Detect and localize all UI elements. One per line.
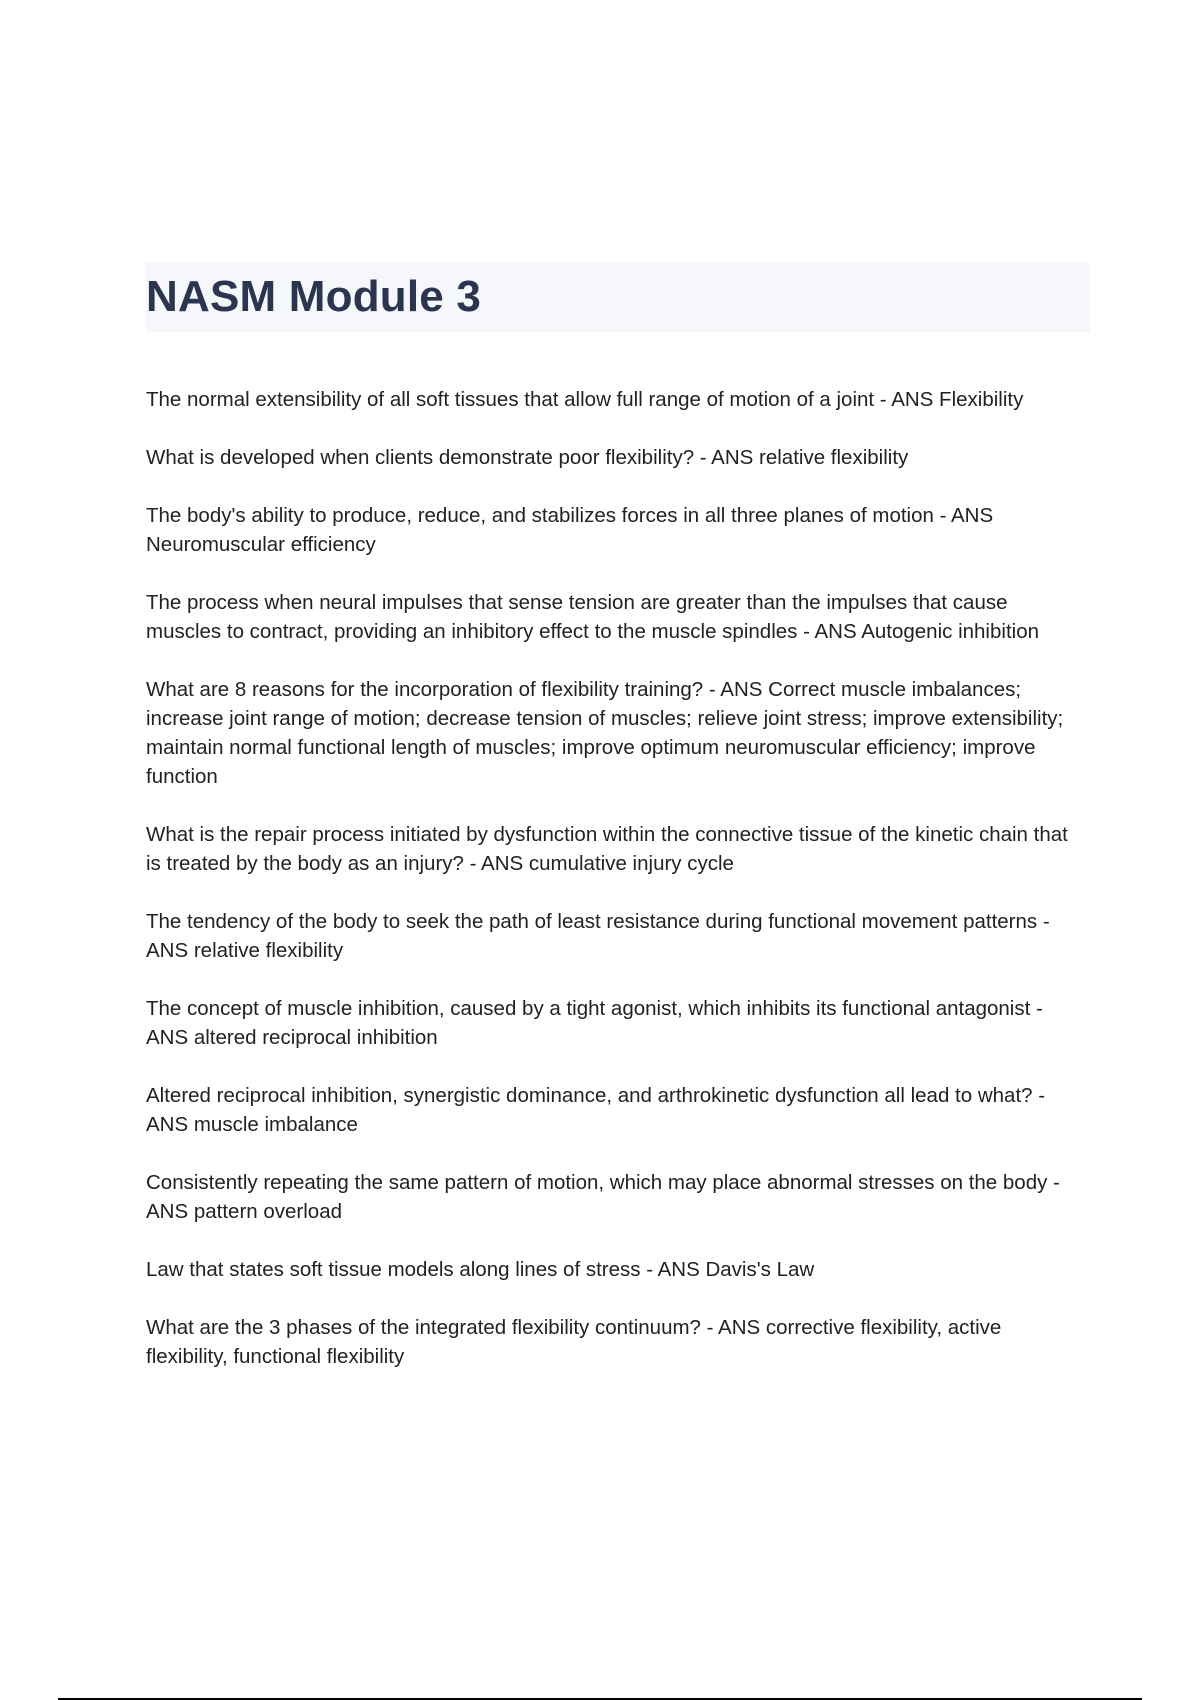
qa-item: Consistently repeating the same pattern of motion, which may place abnormal stresses on the body - ANS pattern overload (146, 1171, 1060, 1223)
qa-item: The body's ability to produce, reduce, and stabilizes forces in all three planes of motion - ANS Neuromuscular efficiency (146, 504, 994, 556)
qa-item: The normal extensibility of all soft tissues that allow full range of motion of a joint - ANS Flexibility (146, 388, 1024, 411)
qa-item: What is the repair process initiated by dysfunction within the connective tissue of the kinetic chain that is treated by the body as an injury? - ANS cumulative injury cycle (146, 823, 1068, 875)
qa-item: What are the 3 phases of the integrated flexibility continuum? - ANS corrective flexibility, active flexibility, functional flexibility (146, 1316, 1002, 1368)
qa-list (146, 385, 1086, 1400)
qa-item: Law that states soft tissue models along lines of stress - ANS Davis's Law (146, 1258, 815, 1281)
page-title: NASM Module 3 (146, 272, 482, 321)
qa-item: Altered reciprocal inhibition, synergistic dominance, and arthrokinetic dysfunction all lead to what? - ANS muscle imbalance (146, 1084, 1046, 1136)
qa-item: The process when neural impulses that sense tension are greater than the impulses that cause muscles to contract, providing an inhibitory effect to the muscle spindles - ANS Autogenic inhibition (146, 591, 1039, 643)
title-band (146, 262, 1090, 332)
qa-item: The concept of muscle inhibition, caused by a tight agonist, which inhibits its functional antagonist - ANS altered reciprocal inhibition (146, 997, 1043, 1049)
qa-item: What is developed when clients demonstrate poor flexibility? - ANS relative flexibility (146, 446, 909, 469)
qa-item: What are 8 reasons for the incorporation of flexibility training? - ANS Correct muscle imbalances; increase joint range of motion; decrease tension of muscles; relieve joint stress; improve extensibility; maintain normal functional length of muscles; improve optimum neuromuscular efficiency; improve function (146, 678, 1064, 788)
qa-item: The tendency of the body to seek the path of least resistance during functional movement patterns - ANS relative flexibility (146, 910, 1050, 962)
